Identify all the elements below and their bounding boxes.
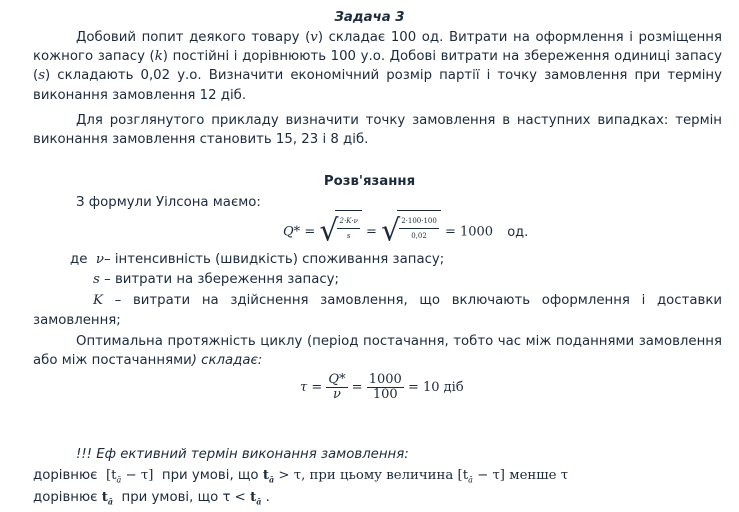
task-title: Задача 3 bbox=[334, 10, 405, 25]
solution-title: Розв'язання bbox=[323, 174, 416, 189]
definition-nu: де ν– інтенсивність (швидкість) споживання запасу; bbox=[70, 252, 445, 267]
wilson-intro: З формули Уілсона маємо: bbox=[76, 195, 261, 210]
task-paragraph-line-3: (s) складають 0,02 у.о. Визначити економічний розмір партії і точку замовлення при терміну bbox=[33, 68, 722, 83]
cycle-formula: τ = $\frac{Q*}{\nu}$ = $\frac{1000}{100}$ = 10 діб bbox=[300, 372, 464, 402]
task-paragraph-line-2: кожного запасу (k) постійні і дорівнюють 100 у.о. Добові витрати на збереження одиниці запасу bbox=[33, 49, 722, 64]
cycle-line-1: Оптимальна протяжність циклу (період постачання, тобто час між поданнями замовлення bbox=[76, 334, 722, 349]
wilson-formula: Q* = √ $\frac{2\cdot K\cdot\nu}{s}$ = √ $\frac{2\cdot 100\cdot 100}{0,02}$ = 1000 од. bbox=[283, 214, 528, 251]
definition-k: K – витрати на здійснення замовлення, що включають оформлення і доставки bbox=[93, 293, 722, 308]
task-paragraph-line-1: Добовий попит деякого товару (v) складає 100 од. Витрати на оформлення і розміщення bbox=[76, 30, 722, 45]
condition-line-1: дорівнює $[t_ā - \tau]$ при умові, що $t_ā > \tau$, при цьому величина $[t_ā - \tau]$ менше τ bbox=[33, 468, 569, 485]
definition-s: s – витрати на збереження запасу; bbox=[93, 272, 339, 287]
definition-k-line-2: замовлення; bbox=[33, 313, 121, 328]
task-paragraph2-line-1: Для розглянутого прикладу визначити точку замовлення в наступних випадках: термін bbox=[76, 113, 722, 128]
task-paragraph2-line-2: виконання замовлення становить 15, 23 і 8 діб. bbox=[33, 132, 369, 147]
task-paragraph-line-4: виконання замовлення 12 діб. bbox=[33, 88, 247, 103]
condition-line-2: дорівнює $t_ā$ при умові, що $\tau < t_ā$ . bbox=[33, 490, 270, 507]
cycle-line-2: або між постачаннями) складає: bbox=[33, 353, 263, 368]
effective-term-heading: !!! Еф ективний термін виконання замовлення: bbox=[76, 447, 409, 462]
